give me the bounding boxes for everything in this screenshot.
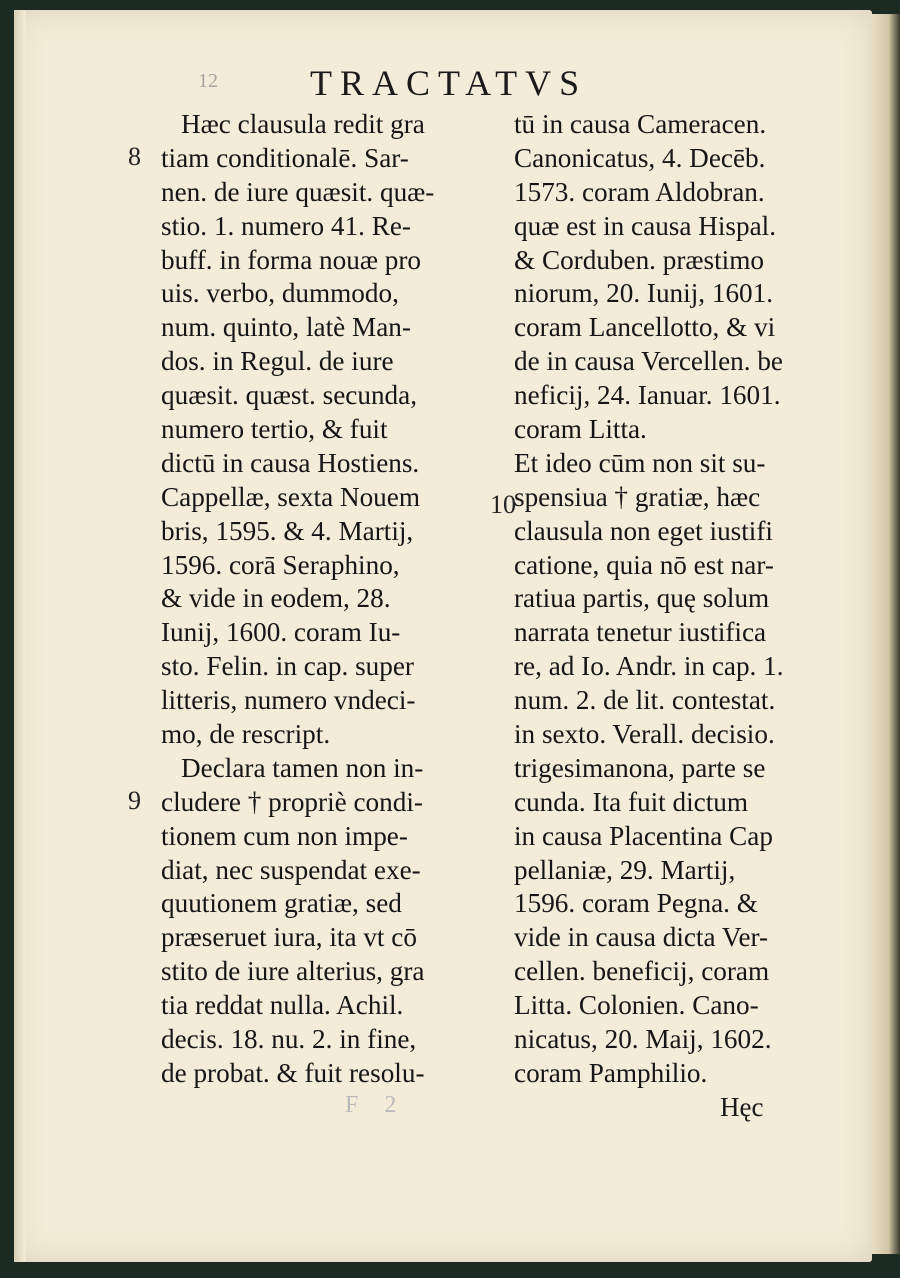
left-text-column <box>161 108 483 1091</box>
text-line: cludere † propriè condi- <box>161 786 423 817</box>
text-line: de in causa Vercellen. be <box>514 346 783 377</box>
running-head: TRACTATVS <box>310 63 588 103</box>
text-line: præseruet iura, ita vt cō <box>161 922 417 953</box>
text-line: coram Lancellotto, & vi <box>514 312 776 343</box>
text-line: Declara tamen non in- <box>181 752 424 783</box>
text-line: in sexto. Verall. decisio. <box>514 719 775 750</box>
text-line: cellen. beneficij, coram <box>514 956 770 987</box>
text-line: ratiua partis, quę solum <box>514 583 770 614</box>
text-line: trigesimanona, parte se <box>514 752 766 783</box>
text-line: dos. in Regul. de iure <box>161 346 394 377</box>
text-line: decis. 18. nu. 2. in fine, <box>161 1024 417 1055</box>
text-line: Cappellæ, sexta Nouem <box>161 481 420 512</box>
folio-number: 12 <box>198 70 218 92</box>
text-line: tia reddat nulla. Achil. <box>161 990 404 1021</box>
text-line: nen. de iure quæsit. quæ- <box>161 176 435 207</box>
text-line: 1596. coram Pegna. & <box>514 888 758 919</box>
text-line: sto. Felin. in cap. super <box>161 651 414 682</box>
text-line: tionem cum non impe- <box>161 820 408 851</box>
margin-number-8: 8 <box>128 142 141 171</box>
text-line: num. 2. de lit. contestat. <box>514 685 776 716</box>
margin-number-9: 9 <box>128 786 141 815</box>
page-gutter <box>14 10 26 1262</box>
text-line: 1596. corā Seraphino, <box>161 549 400 580</box>
text-line: uis. verbo, dummodo, <box>161 278 399 309</box>
text-line: mo, de rescript. <box>161 719 331 750</box>
text-line: tiam conditionalē. Sar- <box>161 142 409 173</box>
text-line: Et ideo cūm non sit su- <box>514 447 766 478</box>
text-line: Hæc clausula redit gra <box>181 109 425 139</box>
text-line: narrata tenetur iustifica <box>514 617 767 648</box>
text-line: in causa Placentina Cap <box>514 820 773 851</box>
text-line: Iunij, 1600. coram Iu- <box>161 617 401 648</box>
text-line: tū in causa Cameracen. <box>514 109 767 139</box>
text-line: Canonicatus, 4. Decēb. <box>514 142 766 173</box>
text-line: quæ est in causa Hispal. <box>514 210 777 241</box>
text-line: 1573. coram Aldobran. <box>514 176 765 207</box>
text-line: bris, 1595. & 4. Martij, <box>161 515 414 546</box>
text-line: re, ad Io. Andr. in cap. 1. <box>514 651 784 682</box>
text-line: & vide in eodem, 28. <box>161 583 391 614</box>
catchword: Hęc <box>720 1092 764 1122</box>
next-page-edge <box>872 14 900 1254</box>
text-line: vide in causa dicta Ver- <box>514 922 769 953</box>
text-line: diat, nec suspendat exe- <box>161 854 421 885</box>
text-line: nicatus, 20. Maij, 1602. <box>514 1024 772 1055</box>
text-line: dictū in causa Hostiens. <box>161 447 420 478</box>
text-line: quæsit. quæst. secunda, <box>161 380 418 411</box>
text-line: num. quinto, latè Man- <box>161 312 411 343</box>
text-line: catione, quia nō est nar- <box>514 549 774 580</box>
text-line: stio. 1. numero 41. Re- <box>161 210 411 241</box>
text-line: buff. in forma nouæ pro <box>161 244 422 275</box>
right-text-column <box>514 108 832 1091</box>
text-line: stito de iure alterius, gra <box>161 956 425 987</box>
text-line: numero tertio, & fuit <box>161 414 388 445</box>
text-line: spensiua † gratiæ, hæc <box>514 481 761 512</box>
text-line: de probat. & fuit resolu- <box>161 1057 425 1088</box>
text-line: & Corduben. præstimo <box>514 244 764 275</box>
text-line: clausula non eget iustifi <box>514 515 773 546</box>
text-line: neficij, 24. Ianuar. 1601. <box>514 380 781 411</box>
text-line: Litta. Colonien. Cano- <box>514 990 759 1021</box>
text-line: litteris, numero vndeci- <box>161 685 416 716</box>
text-line: niorum, 20. Iunij, 1601. <box>514 278 774 309</box>
text-line: coram Litta. <box>514 414 647 445</box>
text-line: coram Pamphilio. <box>514 1057 708 1088</box>
margin-number-10: 10 <box>490 490 516 519</box>
text-line: pellaniæ, 29. Martij, <box>514 854 736 885</box>
text-line: cunda. Ita fuit dictum <box>514 786 749 817</box>
signature-mark: F 2 <box>345 1092 407 1118</box>
text-line: quutionem gratiæ, sed <box>161 888 402 919</box>
